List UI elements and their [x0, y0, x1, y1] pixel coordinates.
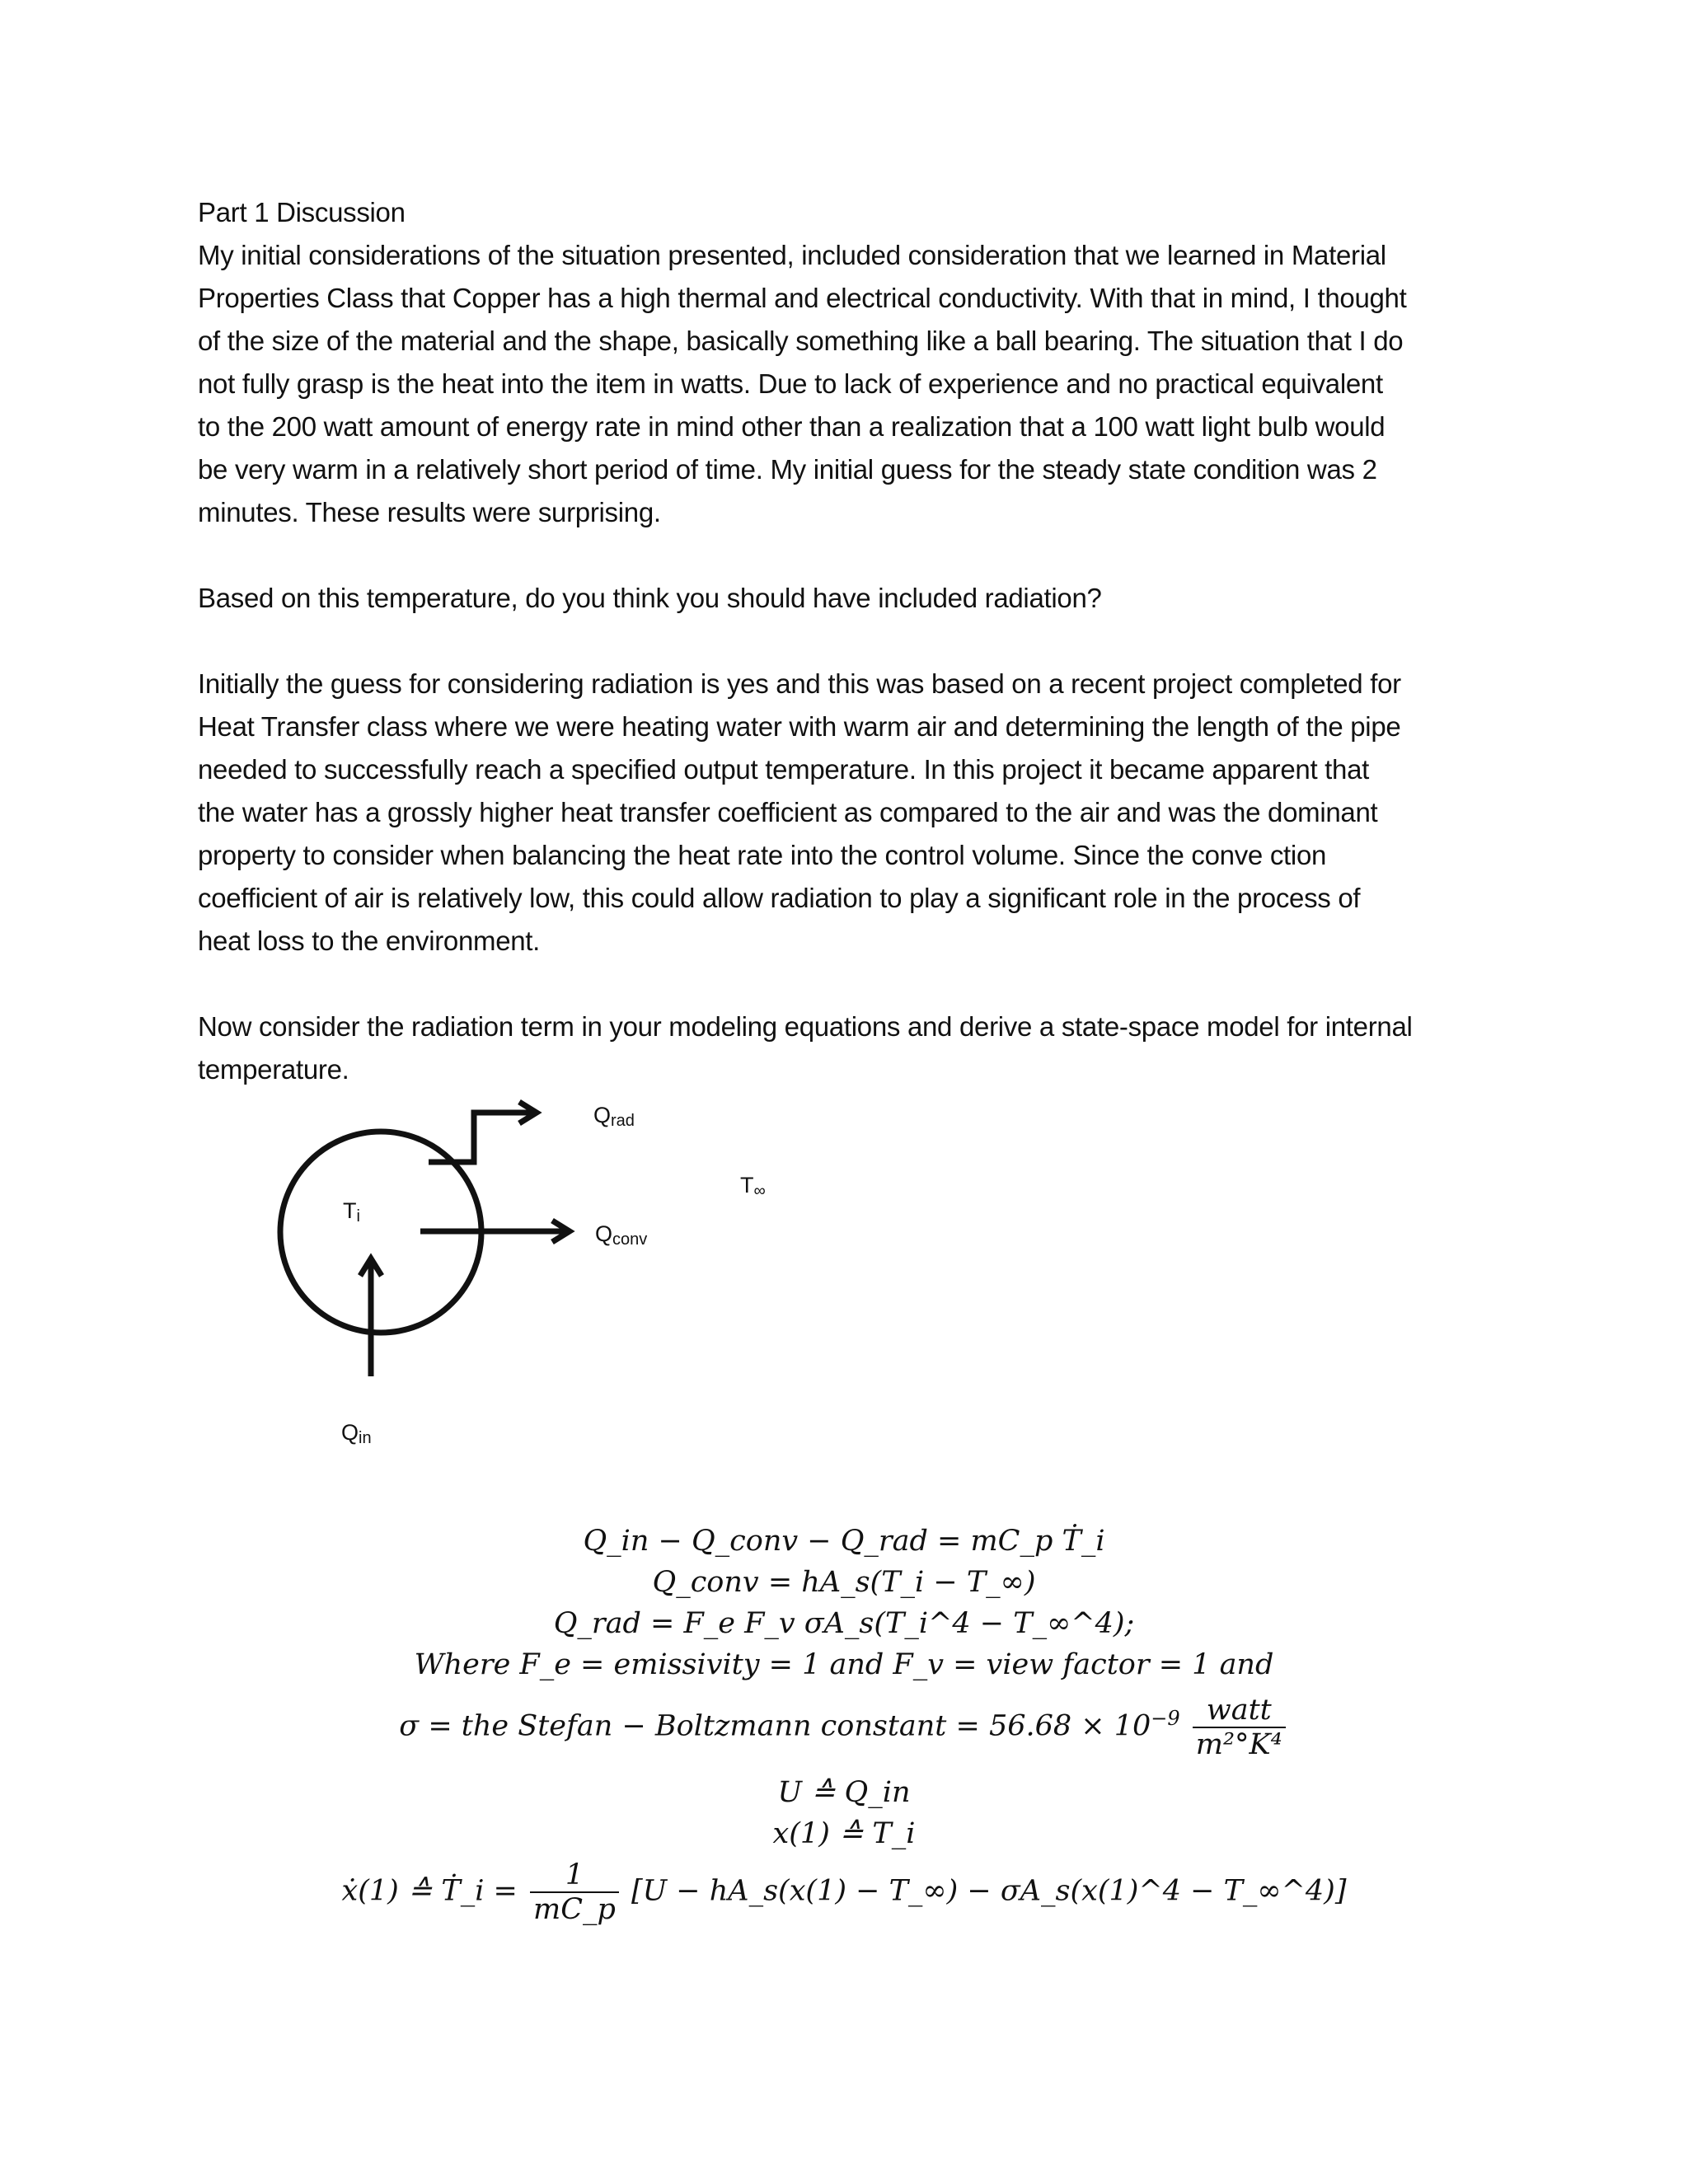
energy-balance-equation: Q_in − Q_conv − Q_rad = mC_p Ṫ_i: [583, 1525, 1105, 1558]
q-rad-label: Qrad: [593, 1103, 635, 1130]
paragraph-1-line: be very warm in a relatively short period of time. My initial guess for the steady state condition was 2: [198, 454, 1377, 485]
paragraph-2-line: property to consider when balancing the heat rate into the control volume. Since the conve ction: [198, 840, 1327, 870]
stefan-boltzmann-line: [0, 1694, 1688, 1761]
input-definition: U ≙ Q_in: [777, 1776, 911, 1809]
stefan-boltzmann-text: σ = the Stefan − Boltzmann constant = 56.68 × 10: [399, 1709, 1151, 1743]
state-definition: x(1) ≙ T_i: [772, 1817, 916, 1850]
paragraph-1-line: minutes. These results were surprising.: [198, 497, 661, 527]
state-space-fraction: $\frac{1}{mC\_p}$: [530, 1858, 619, 1926]
question-2-line: temperature.: [198, 1054, 349, 1085]
q-in-label: Qin: [341, 1420, 372, 1447]
paragraph-2-line: heat loss to the environment.: [198, 926, 541, 956]
stefan-boltzmann-units: $\frac{\text{watt}}{\text{m²°K⁴}}$: [1193, 1694, 1286, 1761]
q-conv-label: Qconv: [595, 1221, 648, 1249]
stefan-boltzmann-exponent: −9: [1151, 1706, 1180, 1730]
paragraph-2-line: needed to successfully reach a specified output temperature. In this project it became apparent that: [198, 754, 1370, 785]
state-space-equation: [0, 1858, 1688, 1926]
paragraph-2-line: the water has a grossly higher heat transfer coefficient as compared to the air and was the dominant: [198, 797, 1378, 827]
definitions-line: Where F_e = emissivity = 1 and F_v = view factor = 1 and: [414, 1648, 1274, 1681]
convection-equation: Q_conv = hA_s(T_i − T_∞): [652, 1566, 1036, 1599]
question-1: Based on this temperature, do you think you should have included radiation?: [198, 583, 1102, 613]
discussion-text: [198, 191, 1508, 1091]
question-2-line: Now consider the radiation term in your modeling equations and derive a state-space model for internal: [198, 1011, 1413, 1042]
paragraph-1-line: Properties Class that Copper has a high thermal and electrical conductivity. With that in mind, I thought: [198, 283, 1407, 313]
state-space-rhs: [U − hA_s(x(1) − T_∞) − σA_s(x(1)^4 − T_∞^4)]: [631, 1874, 1347, 1908]
heat-flow-diagram: [0, 1071, 1688, 1459]
radiation-equation: Q_rad = F_e F_v σA_s(T_i^4 − T_∞^4);: [553, 1607, 1135, 1640]
paragraph-2-line: Heat Transfer class where we were heating water with warm air and determining the length of the pipe: [198, 711, 1401, 742]
paragraph-1-line: not fully grasp is the heat into the item in watts. Due to lack of experience and no practical equivalent: [198, 368, 1383, 399]
paragraph-2-line: Initially the guess for considering radiation is yes and this was based on a recent project completed for: [198, 668, 1401, 699]
state-derivative-lhs: ẋ(1) ≙ Ṫ_i =: [341, 1874, 518, 1908]
paragraph-2-line: coefficient of air is relatively low, this could allow radiation to play a significant role in the process of: [198, 883, 1361, 913]
t-i-label: Ti: [343, 1198, 360, 1226]
t-inf-label: T∞: [740, 1173, 766, 1200]
paragraph-1-line: My initial considerations of the situation presented, included consideration that we learned in Material: [198, 240, 1386, 270]
paragraph-1-line: of the size of the material and the shape, basically something like a ball bearing. The situation that I do: [198, 326, 1404, 356]
paragraph-1-line: to the 200 watt amount of energy rate in mind other than a realization that a 100 watt light bulb would: [198, 411, 1386, 442]
section-heading: Part 1 Discussion: [198, 197, 406, 227]
